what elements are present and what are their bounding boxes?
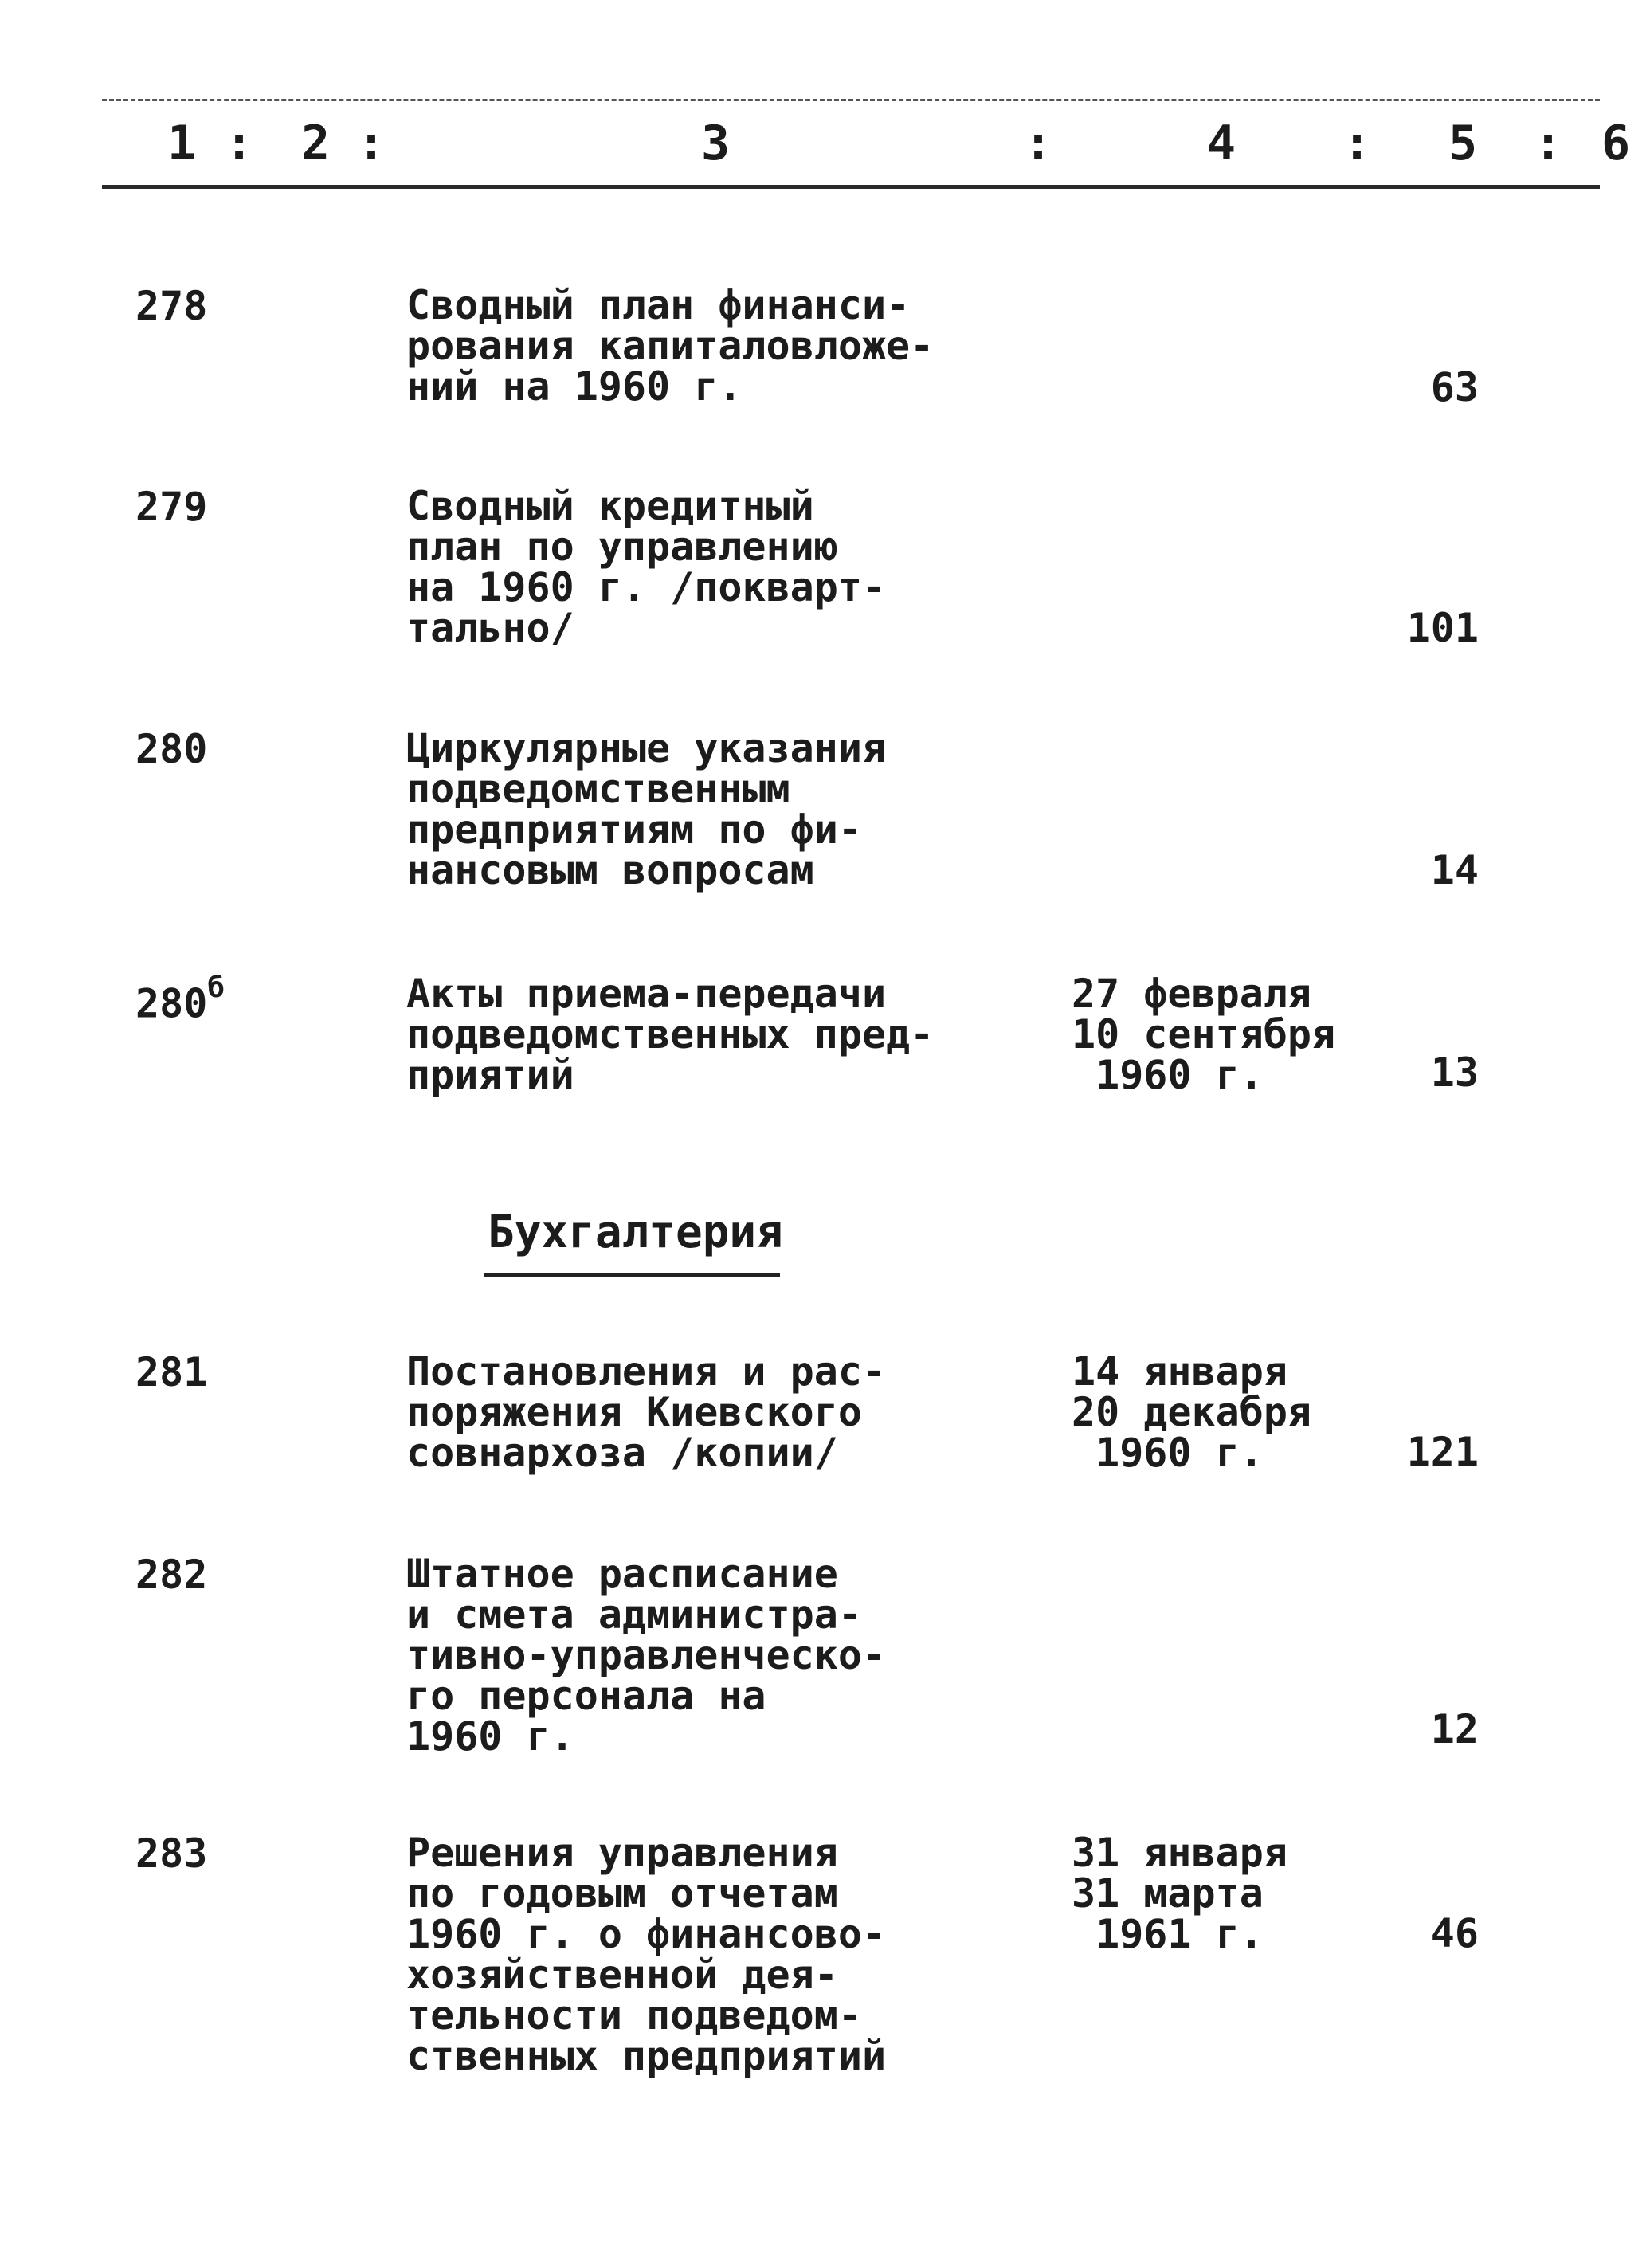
record-number: 281 <box>135 1349 208 1395</box>
record-number: 278 <box>135 283 208 329</box>
header-bottom-rule <box>102 185 1600 189</box>
column-separator: : <box>357 116 386 171</box>
record-sheet-count: 121 <box>1406 1429 1479 1475</box>
record-title: Сводный план финанси- рования капиталовложе- ний на 1960 г. <box>406 282 935 410</box>
record-dates: 14 января 20 декабря 1960 г. <box>1072 1348 1312 1476</box>
section-heading-underline <box>484 1273 780 1277</box>
header-top-rule <box>102 99 1600 101</box>
record-number: 280 <box>135 726 208 772</box>
column-separator: : <box>1534 116 1563 171</box>
column-separator: : <box>225 116 254 171</box>
column-header-2: 2 <box>301 116 331 171</box>
record-number: 279 <box>135 484 208 530</box>
record-number-suffix: б <box>207 971 225 1004</box>
record-dates: 31 января 31 марта 1961 г. <box>1072 1830 1287 1957</box>
record-title: Штатное расписание и смета администра- тивно-управленческо- го персонала на 1960 г. <box>406 1551 887 1760</box>
column-separator: : <box>1024 116 1053 171</box>
record-number-main: 280 <box>135 980 208 1027</box>
column-header-5: 5 <box>1448 116 1478 171</box>
record-title: Циркулярные указания подведомственным предприятиям по фи- нансовым вопросам <box>406 725 887 893</box>
record-sheet-count: 46 <box>1430 1910 1479 1956</box>
column-separator: : <box>1342 116 1372 171</box>
record-number <box>135 971 225 1027</box>
column-header-3: 3 <box>701 116 731 171</box>
record-sheet-count: 101 <box>1406 605 1479 651</box>
column-header-1: 1 <box>167 116 197 171</box>
record-sheet-count: 63 <box>1430 364 1479 410</box>
record-number: 282 <box>135 1552 208 1598</box>
record-title: Акты приема-передачи подведомственных пред- приятий <box>406 971 935 1098</box>
record-dates: 27 февраля 10 сентября 1960 г. <box>1072 971 1336 1098</box>
record-sheet-count: 13 <box>1430 1050 1479 1096</box>
record-title: Сводный кредитный план по управлению на 1960 г. /покварт- тально/ <box>406 483 887 651</box>
column-header-4: 4 <box>1207 116 1236 171</box>
column-header-6: 6 <box>1601 116 1631 171</box>
record-title: Постановления и рас- поряжения Киевского совнархоза /копии/ <box>406 1348 887 1476</box>
section-heading: Бухгалтерия <box>488 1207 783 1258</box>
record-title: Решения управления по годовым отчетам 1960 г. о финансово- хозяйственной дея- тельности подведом- ственных предприятий <box>406 1830 887 2079</box>
record-sheet-count: 12 <box>1430 1706 1479 1752</box>
record-number: 283 <box>135 1830 208 1877</box>
record-sheet-count: 14 <box>1430 847 1479 893</box>
